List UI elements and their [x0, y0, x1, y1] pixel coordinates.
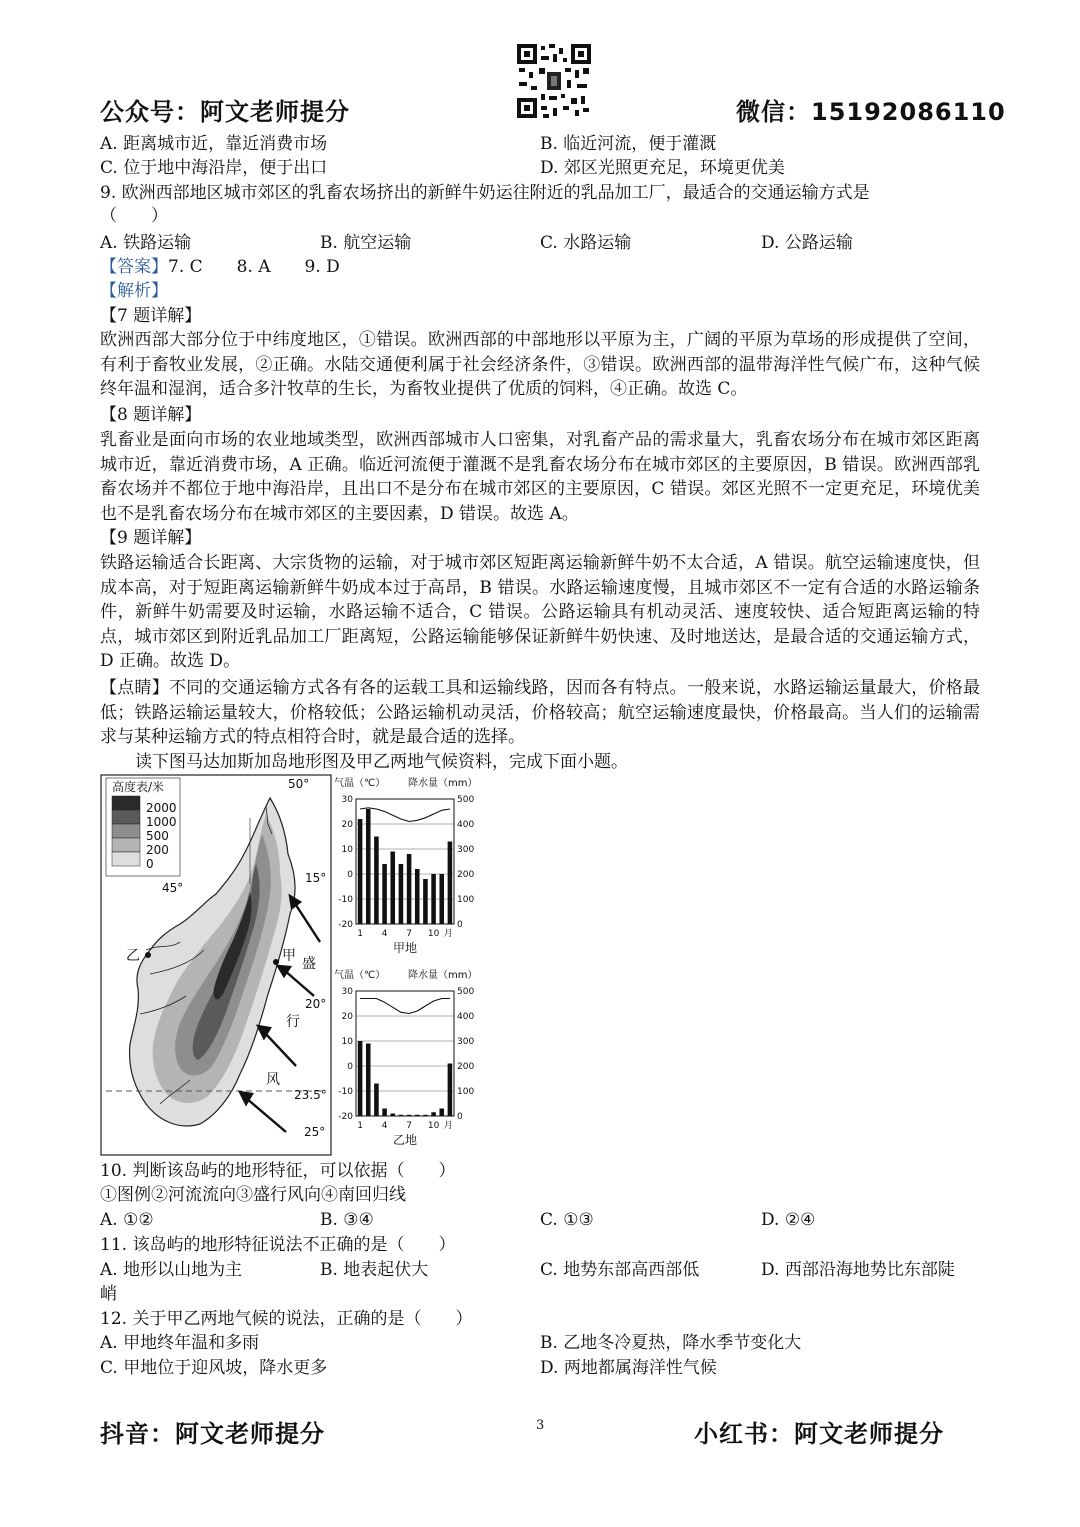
jia-chart-precip-tick: 500: [457, 795, 475, 805]
q11-stem: 11. 该岛屿的地形特征说法不正确的是（ ）: [100, 1235, 456, 1255]
jia-chart-precip-bar: [439, 874, 444, 924]
legend-title: 高度表/米: [112, 780, 165, 794]
jia-chart-temp-tick: 0: [347, 870, 353, 880]
madagascar-map: [100, 774, 332, 1156]
yi-chart-precip-bar: [358, 1041, 363, 1116]
answer-line: [100, 256, 340, 278]
jia-chart-x-tick: 7: [406, 929, 412, 939]
label-feng: 风: [266, 1072, 280, 1088]
analysis-tag: 【解析】: [100, 281, 168, 301]
yi-chart-precip-bar: [399, 1115, 404, 1116]
detail-7-title: 【7 题详解】: [100, 306, 202, 326]
jia-chart-temp-tick: 20: [341, 820, 353, 830]
legend-500: 500: [146, 829, 169, 843]
jia-chart-title: 甲地: [392, 941, 418, 955]
q8-option-c: C. 位于地中海沿岸，便于出口: [100, 158, 328, 178]
q9-option-c: C. 水路运输: [540, 233, 632, 253]
q11-option-a: A. 地形以山地为主: [100, 1260, 243, 1280]
yi-chart-precip-bar: [431, 1112, 436, 1116]
figure-intro: 读下图马达加斯加岛地形图及甲乙两地气候资料，完成下面小题。: [135, 752, 628, 772]
jia-chart-precip-bar: [431, 874, 436, 924]
q8-option-d: D. 郊区光照更充足，环境更优美: [540, 158, 785, 178]
yi-chart-precip-bar: [448, 1064, 453, 1117]
yi-chart-precip-bar: [423, 1115, 428, 1116]
yi-chart-precip-tick: 400: [457, 1012, 475, 1022]
jia-chart-precip-bar: [415, 869, 420, 924]
jia-chart-precip-tick: 200: [457, 870, 475, 880]
jia-chart-precip-bar: [366, 809, 371, 924]
yi-chart-temp-tick: 20: [341, 1012, 353, 1022]
jia-chart-x-tick: 月: [443, 929, 453, 939]
footer-right: 小红书：阿文老师提分: [694, 1420, 944, 1448]
jia-chart-precip-bar: [358, 819, 363, 924]
q9-stem: 9. 欧洲西部地区城市郊区的乳畜农场挤出的新鲜牛奶运往附近的乳品加工厂，最适合的交通运输方式是: [100, 183, 870, 203]
q10-option-d: D. ②④: [761, 1210, 816, 1230]
label-yi: 乙: [126, 948, 140, 964]
yi-chart-plot-frame: [356, 991, 454, 1116]
yi-chart-precip-tick: 200: [457, 1062, 475, 1072]
jia-chart-precip-bar: [448, 842, 453, 925]
q9-paren: （ ）: [100, 206, 168, 226]
q9-option-a: A. 铁路运输: [100, 233, 192, 253]
jia-chart-x-tick: 4: [381, 929, 388, 939]
yi-chart-temp-tick: 30: [341, 987, 353, 997]
header-right: 微信：15192086110: [736, 98, 1006, 126]
label-xing: 行: [286, 1014, 300, 1030]
jia-chart-precip-bar: [390, 852, 395, 925]
yi-chart-precip-bar: [407, 1115, 412, 1116]
yi-chart-title: 乙地: [392, 1133, 418, 1147]
climate-chart-yi: [332, 966, 492, 1154]
answer-tag: 【答案】: [100, 257, 168, 277]
q10-items: ①图例②河流流向③盛行风向④南回归线: [100, 1185, 406, 1205]
lat-15: 15°: [305, 871, 327, 885]
lon-45: 45°: [162, 881, 184, 895]
qr-code-image: [517, 44, 591, 118]
jia-chart-temp-tick: -10: [338, 895, 353, 905]
yi-chart-precip-bar: [415, 1115, 420, 1116]
yi-chart-x-tick: 10: [427, 1121, 440, 1131]
yi-chart-temp-tick: -10: [338, 1087, 353, 1097]
q12-option-d: D. 两地都属海洋性气候: [540, 1358, 717, 1378]
detail-9-title: 【9 题详解】: [100, 528, 202, 548]
q12-option-c: C. 甲地位于迎风坡，降水更多: [100, 1358, 328, 1378]
jia-chart-plot-frame: [356, 799, 454, 924]
jia-chart-x-tick: 1: [357, 929, 363, 939]
q9-option-b: B. 航空运输: [320, 233, 412, 253]
q11-option-d: D. 西部沿海地势比东部陡: [761, 1260, 955, 1280]
yi-chart-x-tick: 1: [357, 1121, 363, 1131]
q12-option-a: A. 甲地终年温和多雨: [100, 1333, 260, 1353]
page-number: 3: [536, 1418, 545, 1433]
q8-option-b: B. 临近河流，便于灌溉: [540, 134, 717, 154]
tip-text: 不同的交通运输方式各有各的运载工具和运输线路，因而各有特点。一般来说，水路运输运量最大，价格最低；铁路运输运量较大，价格较低；公路运输机动灵活，价格较高；航空运输速度最快，价格最高。当人们的运输需求与某种运输方式的特点相符合时，就是最合适的选择。: [100, 678, 981, 748]
answer-text: 7. C 8. A 9. D: [168, 257, 340, 277]
jia-chart-precip-tick: 400: [457, 820, 475, 830]
yi-chart-precip-label: 降水量（mm）: [408, 970, 478, 981]
tip-paragraph: [100, 676, 980, 750]
jia-chart-x-tick: 10: [427, 929, 440, 939]
q10-option-c: C. ①③: [540, 1210, 594, 1230]
detail-8-title: 【8 题详解】: [100, 405, 202, 425]
label-sheng: 盛: [302, 956, 316, 972]
jia-chart-precip-bar: [382, 864, 387, 924]
legend-1000: 1000: [146, 815, 177, 829]
jia-chart-precip-label: 降水量（mm）: [408, 778, 478, 789]
jia-chart-precip-tick: 100: [457, 895, 475, 905]
yi-chart-x-tick: 4: [381, 1121, 388, 1131]
lon-50: 50°: [288, 777, 310, 791]
jia-chart-temp-label: 气温（℃）: [334, 778, 386, 789]
detail-8-text: 乳畜业是面向市场的农业地域类型，欧洲西部城市人口密集，对乳畜产品的需求量大，乳畜农场分布在城市郊区距离城市近，靠近消费市场，A 正确。临近河流便于灌溉不是乳畜农场分布在城市郊区的主要原因，B 错误。欧洲西部乳畜农场并不都位于地中海沿岸，且出口不是分布在城市郊区的主要原因，C 错误。郊区光照不一定更充足，环境优美也不是乳畜农场分布在城市郊区的主要因素，D 错误。故选 A。: [100, 430, 980, 524]
q11-option-c: C. 地势东部高西部低: [540, 1260, 700, 1280]
legend-2000: 2000: [146, 801, 177, 815]
yi-chart-precip-bar: [366, 1044, 371, 1117]
lat-25: 25°: [304, 1125, 326, 1139]
q10-stem: 10. 判断该岛屿的地形特征，可以依据（ ）: [100, 1161, 456, 1181]
qr-code: [517, 44, 591, 118]
lat-20: 20°: [305, 997, 327, 1011]
jia-chart-precip-bar: [374, 837, 379, 925]
jia-chart-precip-bar: [399, 864, 404, 924]
jia-chart-precip-tick: 0: [457, 920, 463, 930]
q10-option-a: A. ①②: [100, 1210, 154, 1230]
legend-200: 200: [146, 843, 169, 857]
climate-chart-jia: [332, 774, 492, 962]
jia-chart-precip-tick: 300: [457, 845, 475, 855]
legend-0: 0: [146, 857, 154, 871]
yi-chart-temp-tick: 0: [347, 1062, 353, 1072]
jia-chart-precip-bar: [407, 854, 412, 924]
jia-chart-precip-bar: [423, 879, 428, 924]
yi-chart-precip-bar: [390, 1114, 395, 1117]
yi-chart-temp-label: 气温（℃）: [334, 970, 386, 981]
yi-chart-precip-bar: [439, 1109, 444, 1117]
q12-option-b: B. 乙地冬冷夏热，降水季节变化大: [540, 1333, 802, 1353]
yi-chart-precip-bar: [374, 1084, 379, 1117]
q11-option-b: B. 地表起伏大: [320, 1260, 429, 1280]
yi-chart-precip-tick: 0: [457, 1112, 463, 1122]
lat-23-5: 23.5°: [294, 1088, 327, 1102]
detail-9-text: 铁路运输适合长距离、大宗货物的运输，对于城市郊区短距离运输新鲜牛奶不太合适，A 错误。航空运输速度快，但成本高，对于短距离运输新鲜牛奶成本过于高昂，B 错误。水路运输速度慢，且城市郊区不一定有合适的水路运输条件，新鲜牛奶需要及时运输，水路运输不适合，C 错误。公路运输具有机动灵活、速度较快、适合短距离运输的特点，城市郊区到附近乳品加工厂距离短，公路运输能够保证新鲜牛奶快速、及时地送达，是最合适的交通运输方式，D 正确。故选 D。: [100, 553, 980, 672]
jia-chart-temp-tick: 10: [341, 845, 353, 855]
yi-chart-temp-tick: -20: [338, 1112, 353, 1122]
yi-chart-precip-tick: 300: [457, 1037, 475, 1047]
detail-7-text: 欧洲西部大部分位于中纬度地区，①错误。欧洲西部的中部地形以平原为主，广阔的平原为草场的形成提供了空间，有利于畜牧业发展，②正确。水陆交通便利属于社会经济条件，③错误。欧洲西部的温带海洋性气候广布，这种气候终年温和湿润，适合多汁牧草的生长，为畜牧业提供了优质的饲料，④正确。故选 C。: [100, 330, 980, 400]
yi-chart-precip-bar: [382, 1109, 387, 1117]
q9-option-d: D. 公路运输: [761, 233, 853, 253]
tip-tag: 【点睛】: [100, 678, 170, 698]
header-left: 公众号：阿文老师提分: [100, 98, 350, 126]
q11-option-d-wrap: 峭: [100, 1284, 117, 1304]
label-jia: 甲: [282, 948, 296, 964]
jia-chart-temp-tick: -20: [338, 920, 353, 930]
q10-option-b: B. ③④: [320, 1210, 374, 1230]
yi-chart-x-tick: 月: [443, 1121, 453, 1131]
q12-stem: 12. 关于甲乙两地气候的说法，正确的是（ ）: [100, 1309, 473, 1329]
footer-left: 抖音：阿文老师提分: [100, 1420, 325, 1448]
yi-chart-temp-tick: 10: [341, 1037, 353, 1047]
q8-option-a: A. 距离城市近，靠近消费市场: [100, 134, 328, 154]
jia-chart-temp-tick: 30: [341, 795, 353, 805]
yi-chart-precip-tick: 500: [457, 987, 475, 997]
yi-chart-precip-tick: 100: [457, 1087, 475, 1097]
yi-chart-x-tick: 7: [406, 1121, 412, 1131]
